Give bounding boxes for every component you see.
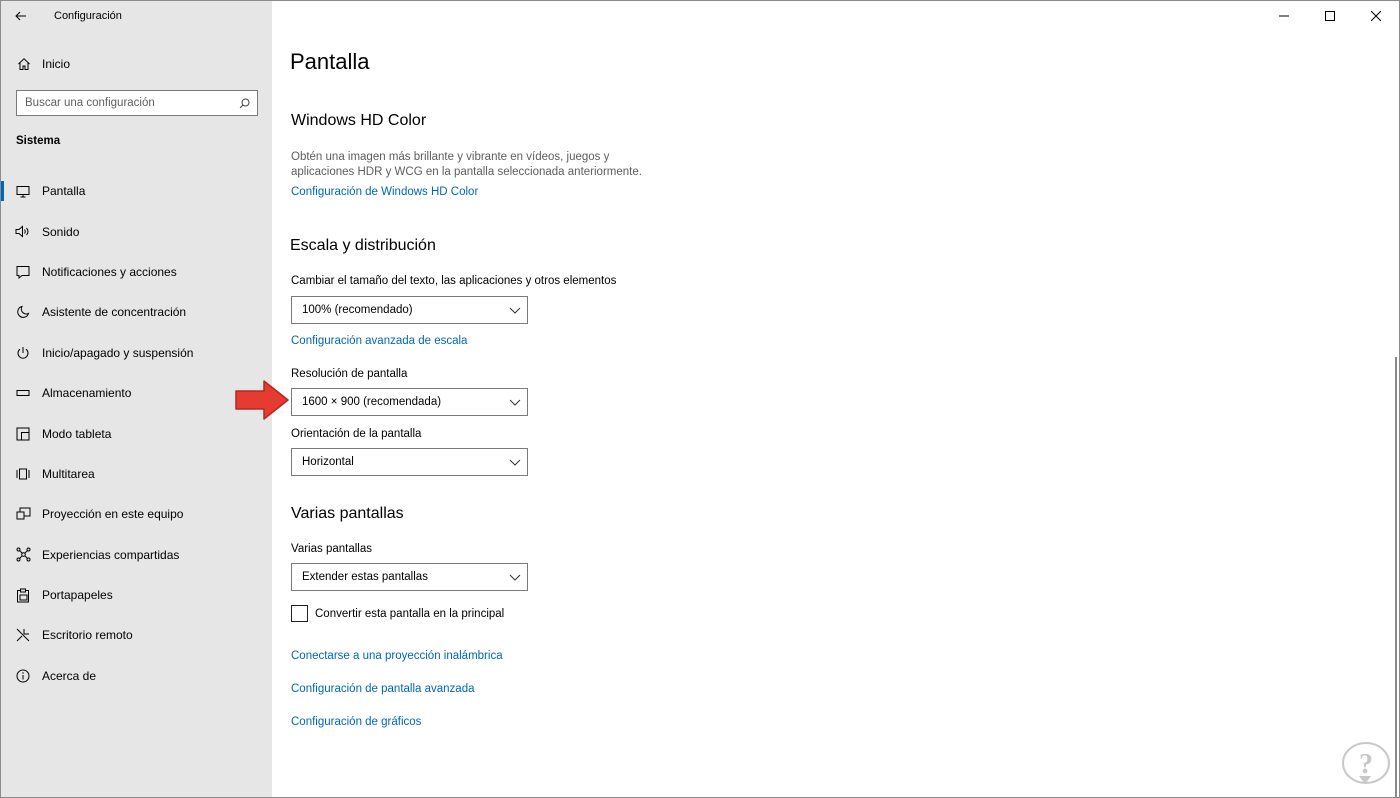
advanced-scale-link[interactable]: Configuración avanzada de escala xyxy=(291,335,468,347)
sidebar-item-pantalla[interactable] xyxy=(1,171,272,211)
scale-size-label: Cambiar el tamaño del texto, las aplicaciones y otros elementos xyxy=(291,275,617,287)
minimize-button[interactable] xyxy=(1261,1,1307,31)
page-title: Pantalla xyxy=(290,49,370,74)
scale-size-value: 100% (recomendado) xyxy=(302,304,413,316)
sidebar-item-label: Sonido xyxy=(42,224,80,239)
info-icon xyxy=(14,669,32,683)
sidebar-item-experiencias[interactable] xyxy=(1,535,272,575)
tablet-icon xyxy=(14,427,32,441)
sidebar-item-label: Multitarea xyxy=(42,466,95,481)
projection-icon xyxy=(14,507,32,521)
sidebar-item-label: Asistente de concentración xyxy=(42,305,187,320)
home-icon xyxy=(15,57,33,71)
main-content xyxy=(272,1,1399,797)
sidebar-item-label: Pantalla xyxy=(42,184,86,199)
section-label: Sistema xyxy=(16,135,61,147)
scale-size-dropdown[interactable] xyxy=(291,296,528,324)
back-button[interactable] xyxy=(1,1,41,31)
sidebar-item-label: Almacenamiento xyxy=(42,386,132,401)
monitor-icon xyxy=(14,185,32,198)
multi-display-heading: Varias pantallas xyxy=(291,505,404,522)
sidebar-item-label: Inicio/apagado y suspensión xyxy=(42,345,194,360)
remote-desktop-icon xyxy=(14,628,32,642)
resolution-value: 1600 × 900 (recomendada) xyxy=(302,396,442,408)
sidebar-item-label: Modo tableta xyxy=(42,426,112,441)
resolution-label: Resolución de pantalla xyxy=(291,368,408,380)
sidebar-item-asistente[interactable] xyxy=(1,292,272,332)
sidebar-item-label: Proyección en este equipo xyxy=(42,507,184,522)
sidebar-item-escritorio-remoto[interactable] xyxy=(1,615,272,655)
sidebar-nav xyxy=(1,171,272,696)
close-icon xyxy=(1371,11,1381,21)
sidebar-item-acerca-de[interactable] xyxy=(1,656,272,696)
main-display-checkbox-label: Convertir esta pantalla en la principal xyxy=(315,607,505,620)
sidebar-item-inicio-apagado[interactable] xyxy=(1,333,272,373)
multi-display-dropdown[interactable] xyxy=(291,563,528,591)
search-box[interactable] xyxy=(16,90,258,116)
shared-icon xyxy=(14,547,32,562)
clipboard-icon xyxy=(14,588,32,603)
chevron-down-icon xyxy=(509,307,521,314)
maximize-button[interactable] xyxy=(1307,1,1353,31)
app-title: Configuración xyxy=(54,10,122,22)
notification-icon xyxy=(14,265,32,279)
watermark-logo xyxy=(1341,740,1391,793)
search-icon xyxy=(239,98,250,109)
orientation-dropdown[interactable] xyxy=(291,448,528,476)
close-button[interactable] xyxy=(1353,1,1399,31)
sidebar-item-almacenamiento[interactable] xyxy=(1,373,272,413)
home-label: Inicio xyxy=(42,57,71,71)
maximize-icon xyxy=(1325,11,1335,21)
chevron-down-icon xyxy=(509,399,521,406)
multi-display-label: Varias pantallas xyxy=(291,543,372,555)
sidebar-item-label: Escritorio remoto xyxy=(42,628,133,643)
sidebar-item-portapapeles[interactable] xyxy=(1,575,272,615)
scrollbar-thumb[interactable] xyxy=(1395,357,1397,797)
speaker-icon xyxy=(14,225,32,238)
hd-color-settings-link[interactable]: Configuración de Windows HD Color xyxy=(291,186,479,198)
storage-icon xyxy=(14,389,32,397)
orientation-label: Orientación de la pantalla xyxy=(291,428,422,440)
moon-icon xyxy=(14,305,32,319)
orientation-value: Horizontal xyxy=(302,456,354,468)
minimize-icon xyxy=(1279,11,1289,21)
multitask-icon xyxy=(14,467,32,481)
svg-text:?: ? xyxy=(1359,749,1373,780)
sidebar xyxy=(1,1,272,797)
back-arrow-icon xyxy=(15,11,27,21)
sidebar-item-modo-tableta[interactable] xyxy=(1,413,272,453)
chevron-down-icon xyxy=(509,459,521,466)
sidebar-item-multitarea[interactable] xyxy=(1,454,272,494)
wireless-projection-link[interactable]: Conectarse a una proyección inalámbrica xyxy=(291,650,503,662)
search-input[interactable] xyxy=(25,97,225,109)
sidebar-item-label: Acerca de xyxy=(42,668,97,683)
sidebar-item-label: Portapapeles xyxy=(42,588,113,603)
scale-heading: Escala y distribución xyxy=(290,237,436,254)
sidebar-item-label: Notificaciones y acciones xyxy=(42,264,177,279)
resolution-dropdown[interactable] xyxy=(291,388,528,416)
advanced-display-link[interactable]: Configuración de pantalla avanzada xyxy=(291,683,475,695)
power-icon xyxy=(14,346,32,360)
sidebar-item-proyeccion[interactable] xyxy=(1,494,272,534)
main-display-checkbox[interactable] xyxy=(291,605,308,622)
main-display-checkbox-row[interactable] xyxy=(291,605,504,622)
sidebar-item-notificaciones[interactable] xyxy=(1,252,272,292)
sidebar-item-sonido[interactable] xyxy=(1,211,272,251)
hd-color-description: Obtén una imagen más brillante y vibrante en vídeos, juegos y aplicaciones HDR y WCG en la pantalla seleccionada anteriormente. xyxy=(291,151,642,178)
multi-display-value: Extender estas pantallas xyxy=(302,571,428,583)
hd-color-heading: Windows HD Color xyxy=(291,112,427,129)
window-controls xyxy=(1261,1,1399,31)
red-arrow-pointer xyxy=(234,379,290,426)
home-nav-item[interactable] xyxy=(1,49,272,79)
title-bar xyxy=(1,1,272,31)
chevron-down-icon xyxy=(509,574,521,581)
graphics-settings-link[interactable]: Configuración de gráficos xyxy=(291,716,422,728)
sidebar-item-label: Experiencias compartidas xyxy=(42,547,180,562)
